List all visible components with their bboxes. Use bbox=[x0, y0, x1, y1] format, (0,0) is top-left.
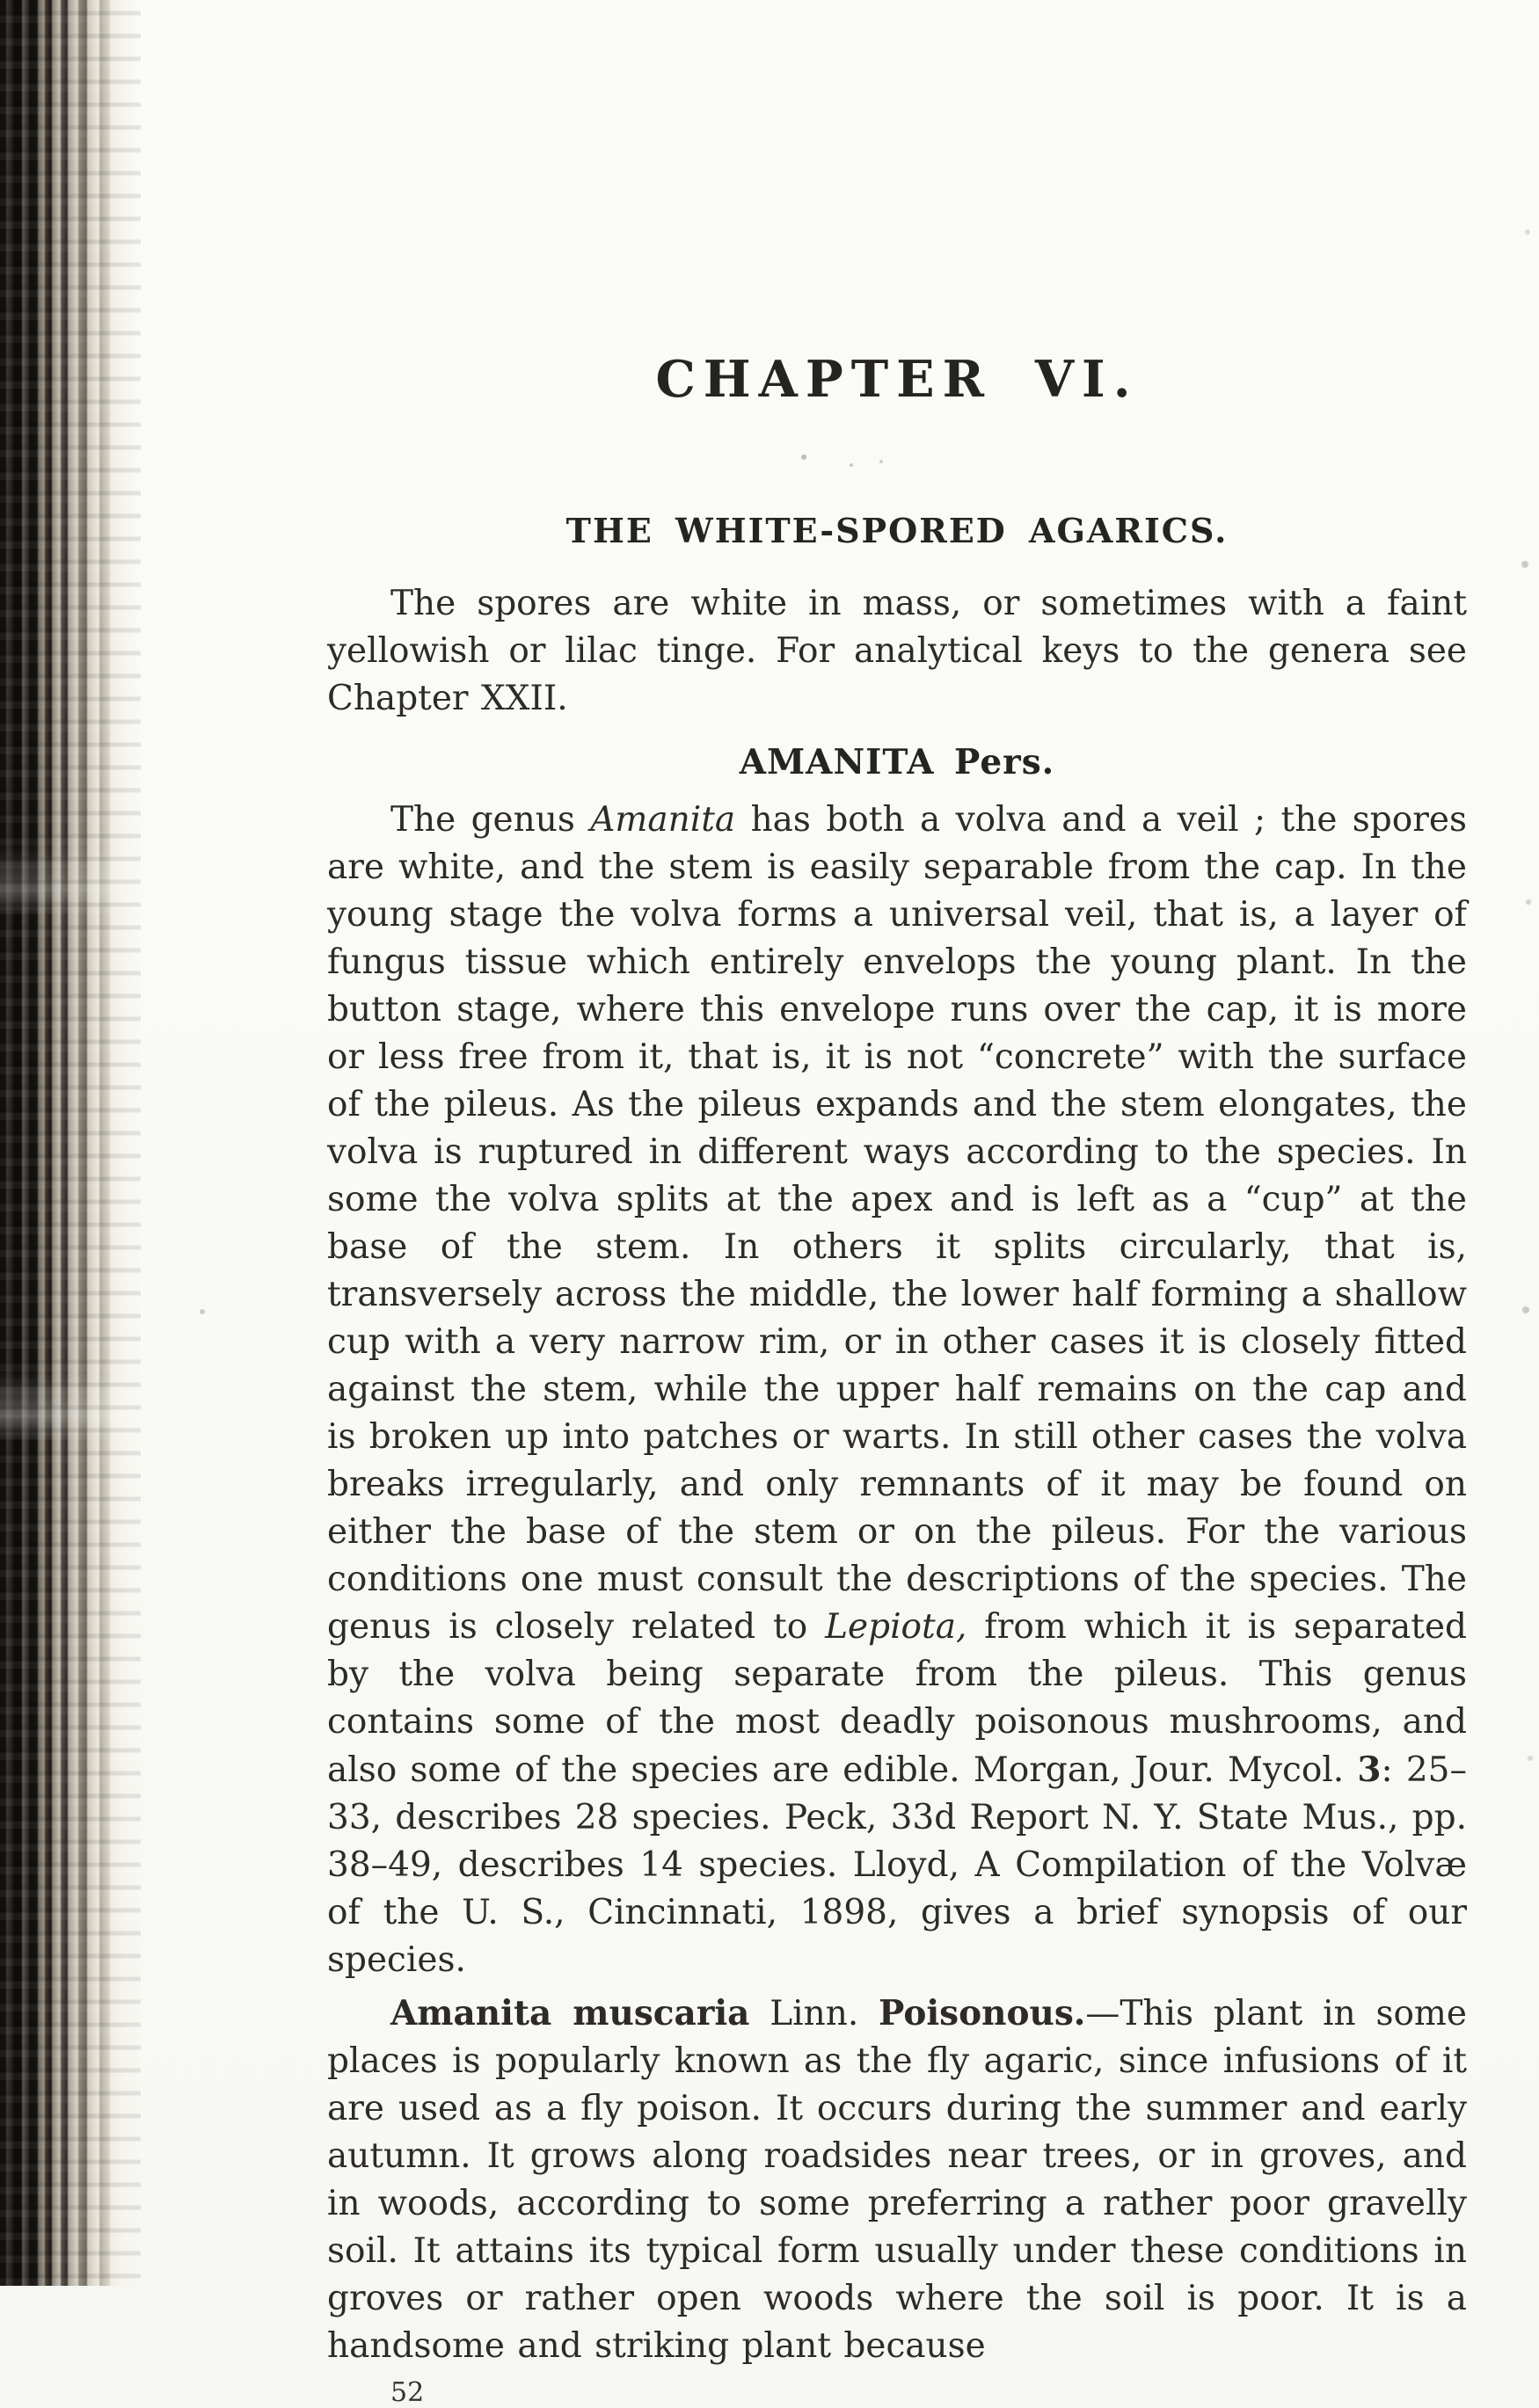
page-content bbox=[327, 0, 1467, 2408]
section-title: THE WHITE-SPORED AGARICS. bbox=[565, 511, 1229, 550]
page-number: 52 bbox=[390, 2377, 425, 2408]
scan-dust-artifacts bbox=[0, 0, 4, 4]
genus-heading: AMANITA Pers. bbox=[739, 742, 1055, 782]
genus-description-paragraph: The genus Amanita has both a volva and a veil ; the spores are white, and the stem is easily separable from the cap. In the young stage the volva forms a universal veil, that is, a layer of fungus tissue which entirely envelops the young plant. In the button stage, where this envelope runs over the cap, it is more or less free from it, that is, it is not “concrete” with the surface of the pileus. As the pileus expands and the stem elongates, the volva is ruptured in different ways according to the species. In some the volva splits at the apex and is left as a “cup” at the base of the stem. In others it splits circularly, that is, transversely across the middle, the lower half forming a shallow cup with a very narrow rim, or in other cases it is closely fitted against the stem, while the upper half remains on the cap and is broken up into patches or warts. In still other cases the volva breaks irregularly, and only remnants of it may be found on either the base of the stem or on the pileus. For the various conditions one must consult the descriptions of the species. The genus is closely related to Lepiota, from which it is separated by the volva being separate from the pileus. This genus contains some of the most deadly poisonous mushrooms, and also some of the species are edible. Morgan, Jour. Mycol. 3: 25–33, describes 28 species. Peck, 33d Report N. Y. State Mus., pp. 38–49, describes 14 species. Lloyd, A Compilation of the Volvæ of the U. S., Cincinnati, 1898, gives a brief synopsis of our species. bbox=[327, 800, 1467, 1980]
species-description-paragraph: Amanita muscaria Linn. Poisonous.—This plant in some places is popularly known as the fly agaric, since infusions of it are used as a fly poison. It occurs during the summer and early autumn. It grows along roadsides near trees, or in groves, and in woods, according to some preferring a rather poor gravelly soil. It attains its typical form usually under these conditions in groves or rather open woods where the soil is poor. It is a handsome and striking plant because bbox=[327, 1993, 1467, 2366]
chapter-title: CHAPTER VI. bbox=[655, 350, 1139, 409]
book-gutter-shadow bbox=[0, 0, 141, 2286]
intro-paragraph: The spores are white in mass, or sometimes with a faint yellowish or lilac tinge. For analytical keys to the genera see Chapter XXII. bbox=[327, 584, 1467, 718]
